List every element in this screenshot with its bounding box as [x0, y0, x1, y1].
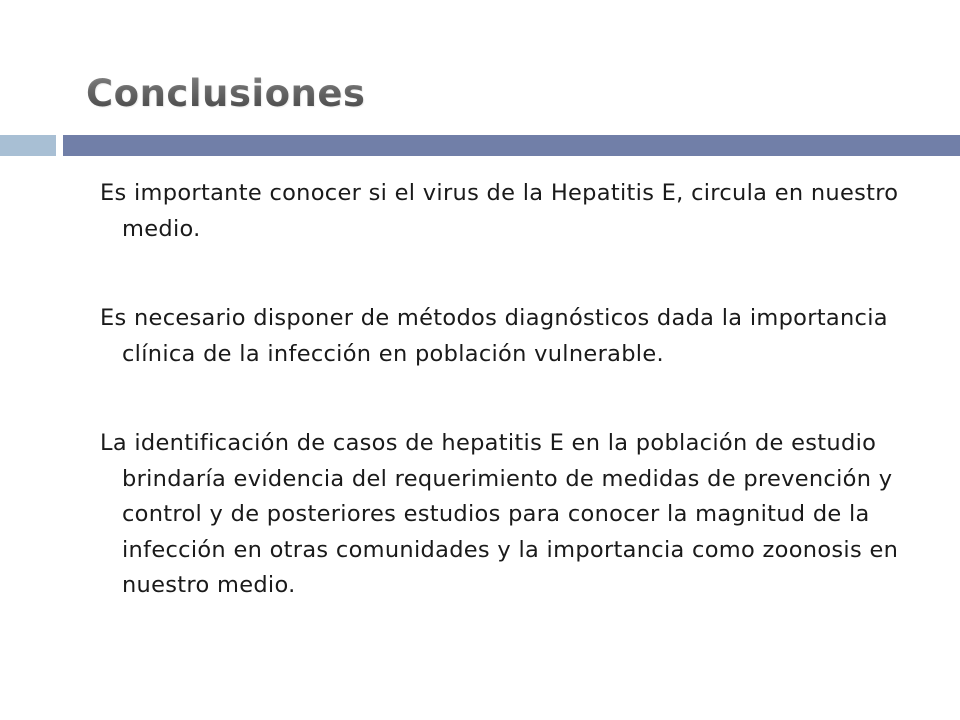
body-paragraph-2: Es necesario disponer de métodos diagnósticos dada la importancia clínica de la infección en población vulnerable. [100, 305, 888, 367]
title-band-left-accent [0, 135, 56, 156]
slide-body [100, 176, 920, 604]
slide-title: Conclusiones [86, 72, 366, 115]
title-band-bar [63, 135, 960, 156]
body-paragraph-3: La identificación de casos de hepatitis E en la población de estudio brindaría evidencia del requerimiento de medidas de prevención y control y de posteriores estudios para conocer la magnitud de la infección en otras comunidades y la importancia como zoonosis en nuestro medio. [100, 430, 899, 598]
body-paragraph-1: Es importante conocer si el virus de la Hepatitis E, circula en nuestro medio. [100, 180, 899, 242]
